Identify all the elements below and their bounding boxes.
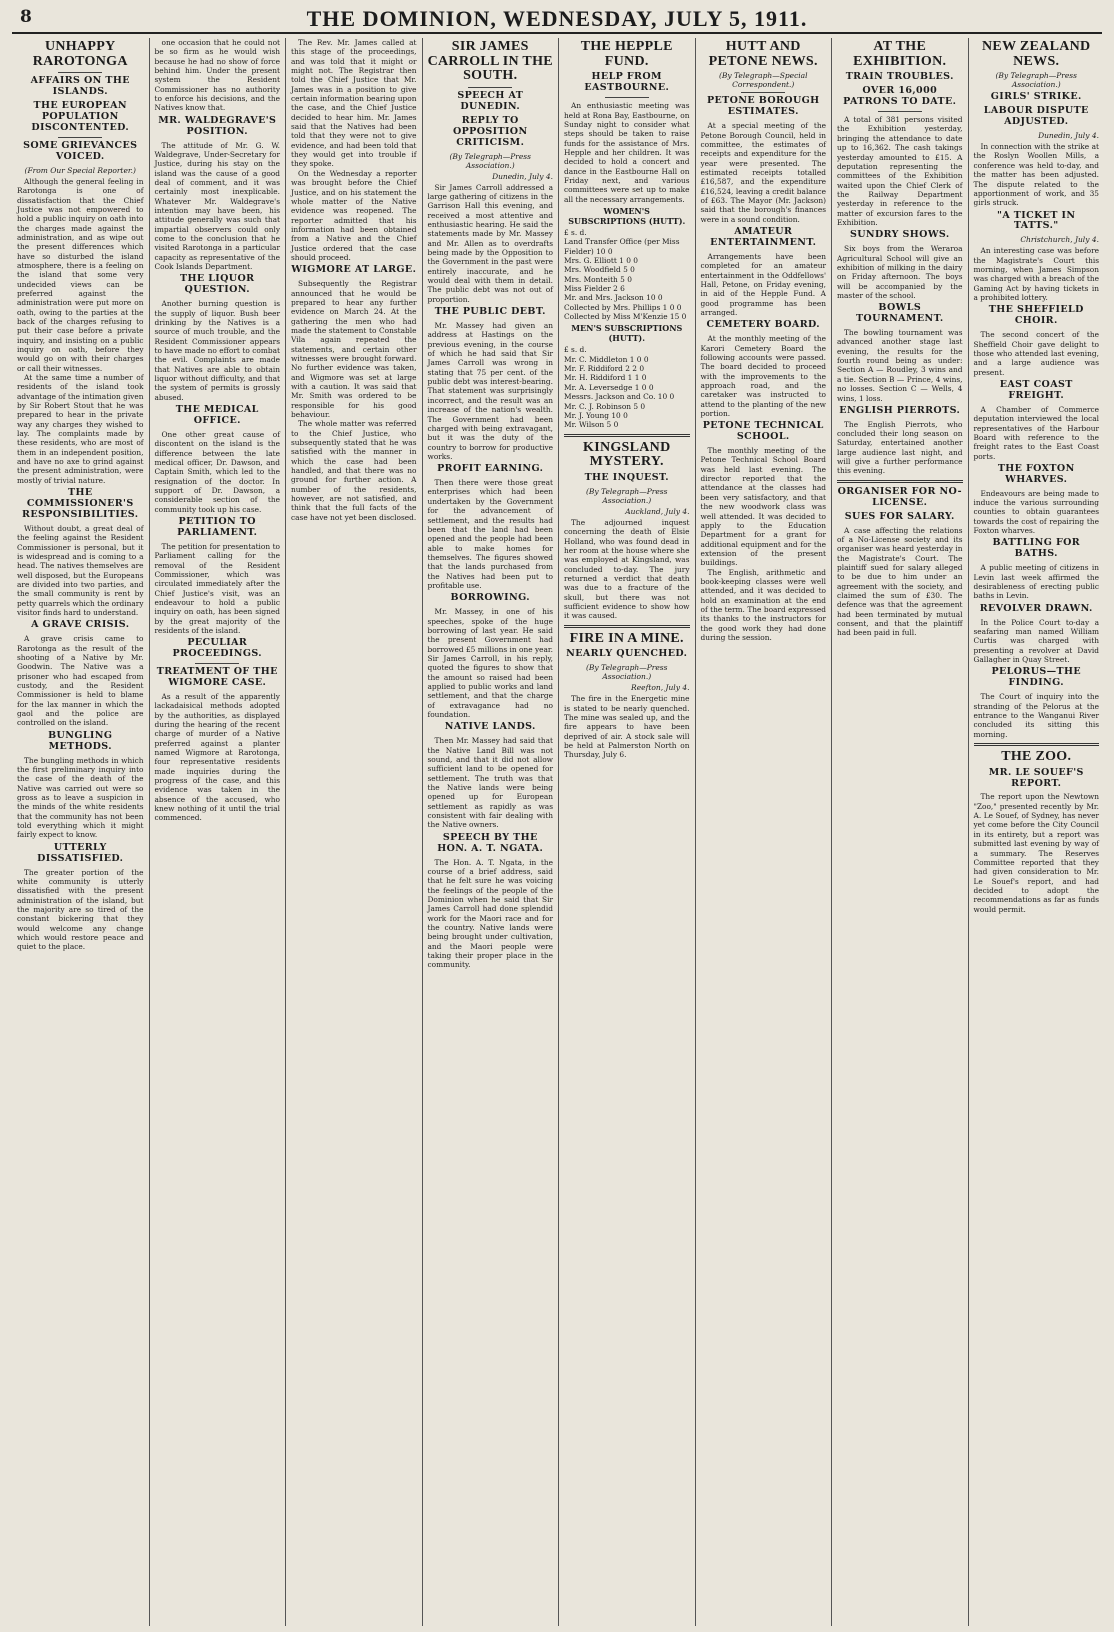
paragraph: A case affecting the relations of a No-License society and its organiser was heard yesterday in the Magistrate's Court. The plaintiff sued for salary alleged to be due to him under an agreement with the society, and claimed the sum of £30. The defence was that the agreement had been terminated by mutual consent, and that the plaintiff had been paid in full. [837, 525, 963, 638]
paragraph: An enthusiastic meeting was held at Rona Bay, Eastbourne, on Sunday night to consider what steps should be taken to raise funds for the assistance of Mrs. Hepple and her children. It was decided to hold a concert and dance in the Eastbourne Hall on Friday next, and various committees were set up to make all the necessary arrangements. [564, 101, 690, 204]
subheading: CEMETERY BOARD. [706, 319, 820, 331]
subheading: SUNDRY SHOWS. [849, 229, 950, 241]
subheading: MR. WALDEGRAVE'S POSITION. [158, 114, 277, 137]
paragraph: Another burning question is the supply of liquor. Bush beer drinking by the Natives is a source of much trouble, and the Resident Commissioner appears to have made no effort to combat the evil. Complaints are made that Natives are able to obtain liquor without difficulty, and that the system of permits is grossly abused. [154, 299, 280, 402]
headline: SIR JAMES CARROLL IN THE SOUTH. [427, 39, 553, 84]
paragraph: one occasion that he could not be so firm as he would wish because he had no show of force behind him. Under the present system the Resident Commissioner has no authority to enforce his decisions, and the Natives know that. [154, 38, 280, 113]
page-number: 8 [20, 7, 32, 27]
paragraph: The English, arithmetic and book-keeping classes were well attended, and it was decided to hold an examination at the end of the term. The board expressed its thanks to the instructors for the good work they had done during the session. [700, 567, 826, 642]
subheading: NATIVE LANDS. [444, 721, 536, 733]
paragraph: The Court of inquiry into the stranding of the Pelorus at the entrance to the Wanganui River concluded its sitting this morning. [973, 692, 1099, 739]
paragraph: One other great cause of discontent on the island is the difference between the late medical officer, Dr. Dawson, and Captain Smith, which led to the resignation of the doctor. In support of Dr. Dawson, a considerable section of the community took up his case. [154, 429, 280, 514]
subheading: SPEECH BY THE HON. A. T. NGATA. [437, 831, 544, 854]
subheading: ORGANISER FOR NO-LICENSE. [837, 485, 962, 508]
paragraph: Then Mr. Massey had said that the Native Land Bill was not sound, and that it did not allow sufficient land to be opened for settlement. The truth was that the Native lands were being opened up for European settlement as rapidly as was consistent with fair dealing with the Native owners. [427, 736, 553, 830]
subscription-list: £ s. d. Mr. C. Middleton 1 0 0 Mr. F. Riddiford 2 2 0 Mr. H. Riddiford 1 1 0 Mr. A. Leversedge 1 0 0 Messrs. Jackson and Co. 10 0 Mr. C. J. Robinson 5 0 Mr. J. Young 10 0 Mr. Wilson 5 0 [564, 345, 675, 430]
column-8 [968, 38, 1105, 1626]
paragraph: Sir James Carroll addressed a large gathering of citizens in the Garrison Hall this evening, and received a most attentive and enthusiastic hearing. He said the statements made by Mr. Massey and Mr. Allen as to overdrafts being made by the Opposition to the Government in the past were entirely inaccurate, and he would deal with them in detail. The public debt was not out of proportion. [427, 182, 553, 304]
paragraph: The Hon. A. T. Ngata, in the course of a brief address, said that he felt sure he was voicing the feelings of the people of the Dominion when he said that Sir James Carroll had done splendid work for the Maori race and for the country. Native lands were being brought under cultivation, and the Maori people were taking their proper place in the community. [427, 857, 553, 970]
subheading: THE LIQUOR QUESTION. [180, 273, 255, 296]
dateline: Dunedin, July 4. [1038, 131, 1099, 141]
dateline: Reefton, July 4. [631, 683, 690, 693]
paragraph: The Rev. Mr. James called at this stage of the proceedings, and was told that it might or might not. The Registrar then told the Chief Justice that Mr. James was in a position to give certain information bearing upon the case, and the Chief Justice decided to hear him. Mr. James said that the Natives had been told that they were not to give evidence, and had been told that they would get into trouble if they spoke. [291, 38, 417, 169]
paragraph: Mr. Massey had given an address at Hastings on the previous evening, in the course of which he had said that Sir James Carroll was wrong in stating that 75 per cent. of the public debt was interest-bearing. That statement was surprisingly incorrect, and the result was an increase of the nation's wealth. The Government had been charged with being extravagant, but it was the duty of the country to borrow for productive works. [427, 321, 553, 461]
subheading: THE FOXTON WHARVES. [997, 462, 1075, 485]
column-4 [422, 38, 559, 1626]
headline: KINGSLAND MYSTERY. [583, 439, 671, 470]
subheading: LABOUR DISPUTE ADJUSTED. [983, 105, 1089, 128]
divider [974, 743, 1100, 746]
subheading: THE MEDICAL OFFICE. [175, 404, 259, 426]
paragraph: A Chamber of Commerce deputation interviewed the local representatives of the Harbour Board with reference to the freight rates to the East Coast ports. [973, 404, 1099, 461]
paragraph: The petition for presentation to Parliament calling for the removal of the Resident Commissioner, which was circulated immediately after the Chief Justice's visit, was an endeavour to hold a public inquiry on oath, has been signed by the great majority of the residents of the island. [154, 541, 280, 635]
subheading: PROFIT EARNING. [437, 463, 544, 475]
paragraph: The bungling methods in which the first preliminary inquiry into the case of the death of the Native was carried out were so gross as to leave a suspicion in the minds of the white residents that the community has not been told everything which it might fairly expect to know. [17, 755, 144, 840]
paragraph: The greater portion of the white community is utterly dissatisfied with the present administration of the island, but the majority are so tired of the constant bickering that they would welcome any change which would restore peace and quiet to the place. [17, 867, 144, 952]
subheading: MR. LE SOUEF'S REPORT. [988, 766, 1084, 789]
subheading: THE PUBLIC DEBT. [434, 306, 546, 318]
paragraph: The second concert of the Sheffield Choir gave delight to those who attended last evening, and a large audience was present. [973, 330, 1099, 377]
subheading: PECULIAR PROCEEDINGS. [172, 637, 262, 660]
divider [837, 480, 963, 483]
divider [741, 92, 785, 93]
subheading: "A TICKET IN TATTS." [996, 209, 1076, 232]
paragraph: Endeavours are being made to induce the various surrounding counties to obtain guarantees towards the cost of repairing the Foxton wharves. [973, 488, 1099, 536]
column-6 [695, 38, 832, 1626]
column-7 [831, 38, 968, 1626]
subheading: AMATEUR ENTERTAINMENT. [710, 226, 817, 248]
divider [878, 111, 922, 112]
article-unhappy-rarotonga [17, 40, 144, 952]
paragraph: Six boys from the Weraroa Agricultural School will give an exhibition of milking in the dairy on Friday afternoon. The boys will be accompanied by the master of the school. [837, 244, 963, 300]
subheading: PETONE BOROUGH ESTIMATES. [706, 95, 820, 118]
paragraph: The monthly meeting of the Petone Technical School Board was held last evening. The director reported that the attendance at the classes had been very satisfactory, and that the new woodwork class was well attended. It was decided to apply to the Education Department for a grant for additional equipment and for the extension of the present buildings. [700, 446, 826, 568]
headline: FIRE IN A MINE. [569, 630, 684, 646]
article-kingsland-mystery [564, 441, 690, 621]
paragraph: Although the general feeling in Rarotonga is one of dissatisfaction that the Chief Justice was not empowered to hold a public inquiry on oath into the charges made against the administration, and as wipe out the present differences which have so disturbed the island atmosphere, there is a feeling on the island that some very undecided views can be preferred against the administration were put more on oath, owing to the parties at the back of the charges refusing to put their case before a private inquiry, and insisting on a public inquiry on oath, before they would go on with their charges or call their witnesses. [17, 176, 144, 373]
paragraph: A public meeting of citizens in Levin last week affirmed the desirableness of erecting public baths in Levin. [973, 563, 1099, 601]
subheading: AFFAIRS ON THE ISLANDS. [30, 75, 130, 98]
paragraph: Subsequently the Registrar announced that he would be prepared to hear any further evidence on March 24. At the gathering the men who had made the statement to Constable Vila again repeated the statements, and certain other witnesses were brought forward. No further evidence was taken, and Wigmore was set at large with a caution. It was said that Mr. Smith was ordered to be responsible for his good behaviour. [291, 279, 417, 419]
paragraph: At the same time a number of residents of the island took advantage of the intimation given by Sir Robert Stout that he was prepared to hear in the private way any charges they wished to lay. The complaints made by these residents, who are most of them in an independent position, and have no axe to grind against the present administration, were mostly of trivial nature. [17, 373, 144, 485]
subheading: OVER 16,000 PATRONS TO DATE. [843, 85, 957, 108]
divider [58, 137, 102, 138]
paragraph: A grave crisis came to Rarotonga as the result of the shooting of a Native by Mr. Goodwin. The Native was a prisoner who had escaped from custody, and the Resident Commissioner is held to blame for the lax manner in which the gaol and the police are controlled on the island. [17, 634, 144, 728]
subheading: BOWLS TOURNAMENT. [855, 302, 944, 325]
column-2 [149, 38, 286, 1626]
paragraph: The English Pierrots, who concluded their long season on Saturday, entertained another large audience last night, and will give a further performance this evening. [837, 419, 963, 476]
subheading: TREATMENT OF THE WIGMORE CASE. [156, 666, 278, 689]
subheading: A GRAVE CRISIS. [31, 619, 130, 631]
article-the-zoo [974, 750, 1100, 914]
paragraph: In the Police Court to-day a seafaring man named William Curtis was charged with presenting a revolver at David Gallagher in Quay Street. [973, 617, 1099, 664]
source-line: (By Telegraph—Special Correspondent.) [718, 71, 808, 90]
source-line: (By Telegraph—Press Association.) [995, 71, 1077, 90]
headline: HUTT AND PETONE NEWS. [708, 39, 818, 69]
paragraph: As a result of the apparently lackadaisical methods adopted by the authorities, as displayed during the hearing of the recent charge of murder of a Native preferred against a planter named Wigmore at Rarotonga, four representative residents made inquiries during the progress of the case, and this evidence was taken in the absence of the accused, who knew nothing of it until the trial commenced. [154, 691, 280, 823]
source-line: (By Telegraph—Press Association.) [585, 663, 668, 682]
column-3 [285, 38, 422, 1626]
subheading: GIRLS' STRIKE. [990, 91, 1082, 103]
divider [564, 434, 690, 437]
paragraph: Without doubt, a great deal of the feeling against the Resident Commissioner is personal, but it is widespread and is coming to a head. The natives themselves are well disposed, but the Europeans are divided into two parties, and the small community is rent by petty quarrels which the ordinary visitor finds hard to understand. [17, 523, 144, 618]
newspaper-title: THE DOMINION, WEDNESDAY, JULY 5, 1911. [306, 6, 808, 31]
divider [605, 97, 649, 98]
column-5 [558, 38, 695, 1626]
article-sir-james-carroll [428, 40, 554, 970]
paragraph: Arrangements have been completed for an amateur entertainment in the Oddfellows' Hall, Petone, on Friday evening, in aid of the Hepple Fund. A good programme has been arranged. [700, 251, 826, 317]
subheading: THE COMMISSIONER'S RESPONSIBILITIES. [22, 487, 139, 521]
subheading: SOME GRIEVANCES VOICED. [23, 139, 138, 162]
subheading: NEARLY QUENCHED. [566, 648, 688, 660]
subheading: ENGLISH PIERROTS. [839, 404, 961, 416]
paragraph: The report upon the Newtown "Zoo," presented recently by Mr. A. Le Souef, of Sydney, has never yet come before the City Council in its entirety, but a report was submitted last evening by way of a summary. The Reserves Committee reported that they had given consideration to Mr. Le Souef's report, and had decided to adopt the recommendations as far as funds would permit. [973, 792, 1099, 914]
divider [564, 625, 690, 628]
article-at-the-exhibition [837, 40, 963, 476]
paragraph: On the Wednesday a reporter was brought before the Chief Justice, and on his statement the whole matter of the Native evidence was reopened. The reporter admitted that his information had been obtained from a Native and the Chief Justice ordered that the case should proceed. [291, 168, 417, 262]
list-heading: WOMEN'S SUBSCRIPTIONS (HUTT). [568, 206, 686, 226]
dateline: Christchurch, July 4. [1020, 235, 1099, 245]
subheading: PELORUS—THE FINDING. [991, 666, 1082, 689]
paragraph: The bowling tournament was advanced another stage last evening, the results for the fourth round being as under: Section A — Roudley, 3 wins and a tie. Section B — Prince, 4 wins, no losses. Section C — Wells, 4 wins, 1 loss. [837, 328, 963, 403]
article-hutt-petone-news [701, 40, 827, 642]
subheading: SUES FOR SALARY. [844, 510, 955, 522]
subheading: PETONE TECHNICAL SCHOOL. [702, 420, 824, 443]
paragraph: The adjourned inquest concerning the death of Elsie Holland, who was found dead in her room at the house where she was employed at Kingsland, was concluded to-day. The jury returned a verdict that death was due to a fracture of the skull, but there was not sufficient evidence to show how it was caused. [564, 517, 690, 621]
subheading: BUNGLING METHODS. [48, 729, 113, 752]
subheading: HELP FROM EASTBOURNE. [584, 71, 670, 94]
article-fire-in-a-mine [564, 632, 690, 760]
paragraph: Then there were those great enterprises which had been undertaken by the Government for the advancement of settlement, and the results had been that the land had been opened and the people had been able to make homes for themselves. The figures showed that the lands purchased from the Natives had been put to profitable use. [427, 478, 553, 590]
subheading: SPEECH AT DUNEDIN. [457, 90, 524, 112]
subheading: TRAIN TROUBLES. [845, 71, 954, 83]
subheading: WIGMORE AT LARGE. [291, 264, 417, 276]
source-line: (By Telegraph—Press Association.) [585, 486, 668, 505]
headline: NEW ZEALAND NEWS. [982, 39, 1091, 69]
article-new-zealand-news [974, 40, 1100, 739]
article-hepple-fund [564, 40, 690, 430]
subheading: THE INQUEST. [584, 471, 669, 483]
subheading: REVOLVER DRAWN. [979, 602, 1093, 614]
subheading: UTTERLY DISSATISFIED. [37, 841, 124, 864]
divider [468, 87, 512, 88]
list-heading: MEN'S SUBSCRIPTIONS (HUTT). [571, 323, 683, 344]
column-1 [12, 38, 149, 1626]
divider [195, 663, 239, 664]
paragraph: At the monthly meeting of the Karori Cemetery Board the following accounts were passed. The board decided to proceed with the improvements to the approach road, and the caretaker was instructed to attend to the planting of the new portion. [700, 334, 826, 418]
subheading: PETITION TO PARLIAMENT. [177, 515, 258, 538]
headline: THE HEPPLE FUND. [580, 39, 673, 69]
paragraph: At a special meeting of the Petone Borough Council, held in committee, the estimates of receipts and expenditure for the year were presented. The estimated receipts totalled £16,587, and the expenditure £16,524, leaving a credit balance of £63. The Mayor (Mr. Jackson) said that the borough's finances were in a sound condition. [700, 121, 826, 224]
subheading: BORROWING. [450, 592, 530, 604]
headline: UNHAPPY RAROTONGA [32, 39, 128, 69]
paragraph: The whole matter was referred to the Chief Justice, who subsequently stated that he was satisfied with the manner in which the case had been handled, and that there was no ground for further action. A number of the residents, however, are not satisfied, and think that the full facts of the case have not yet been disclosed. [291, 419, 417, 522]
masthead [12, 4, 1102, 34]
subheading: EAST COAST FREIGHT. [999, 379, 1073, 401]
subheading: BATTLING FOR BATHS. [992, 537, 1081, 560]
dateline: Dunedin, July 4. [492, 171, 553, 181]
paragraph: The fire in the Energetic mine is stated to be nearly quenched. The mine was sealed up, and the fire appears to have been deprived of air. A stock sale will be held at Palmerston North on Thursday, July 6. [564, 694, 690, 760]
headline: AT THE EXHIBITION. [853, 39, 947, 69]
paragraph: A total of 381 persons visited the Exhibition yesterday, bringing the attendance to date up to 16,362. The cash takings yesterday amounted to £15. A deputation representing the committees of the Exhibition waited upon the Chief Clerk of the Railway Department yesterday in reference to the matter of excursion fares to the Exhibition. [837, 115, 963, 227]
subheading: THE EUROPEAN POPULATION DISCONTENTED. [31, 100, 130, 134]
columns [12, 38, 1104, 1626]
dateline: Auckland, July 4. [625, 506, 690, 516]
subscription-list: £ s. d. Land Transfer Office (per Miss Fielder) 10 0 Mrs. G. Elliott 1 0 0 Mrs. Woodfield 5 0 Mrs. Monteith 5 0 Miss Fielder 2 6 Mr. and Mrs. Jackson 10 0 Collected by Mrs. Phillips 1 0 0 Collected by Miss M'Kenzie 15 0 [564, 228, 687, 322]
paragraph: In connection with the strike at the Roslyn Woollen Mills, a conference was held to-day, and the matter has been adjusted. The dispute related to the apportionment of work, and 35 girls struck. [973, 142, 1099, 208]
divider [58, 72, 102, 73]
paragraph: Mr. Massey, in one of his speeches, spoke of the huge borrowing of last year. He said the present Government had borrowed £5 millions in one year. Sir James Carroll, in his reply, quoted the figures to show that the amount so raised had been applied to public works and land settlement, and that the charge of extravagance had no foundation. [427, 607, 553, 719]
paragraph: The attitude of Mr. G. W. Waldegrave, Under-Secretary for Justice, during his stay on the island was the cause of a good deal of comment, and it was certainly most inexplicable. Whatever Mr. Waldegrave's intention may have been, his attitude generally was such that impartial observers could only come to the conclusion that he visited Rarotonga in a particular capacity as representative of the Cook Islands Department. [154, 140, 280, 272]
subheading: THE SHEFFIELD CHOIR. [988, 304, 1084, 327]
subheading: REPLY TO OPPOSITION CRITICISM. [452, 114, 528, 148]
source-line: (From Our Special Reporter.) [24, 165, 136, 175]
article-organiser-no-license [837, 487, 963, 638]
paragraph: An interesting case was before the Magistrate's Court this morning, when James Simpson was charged with a breach of the Gaming Act by having tickets in a prohibited lottery. [973, 246, 1099, 303]
source-line: (By Telegraph—Press Association.) [449, 151, 531, 170]
headline: THE ZOO. [1001, 748, 1072, 764]
